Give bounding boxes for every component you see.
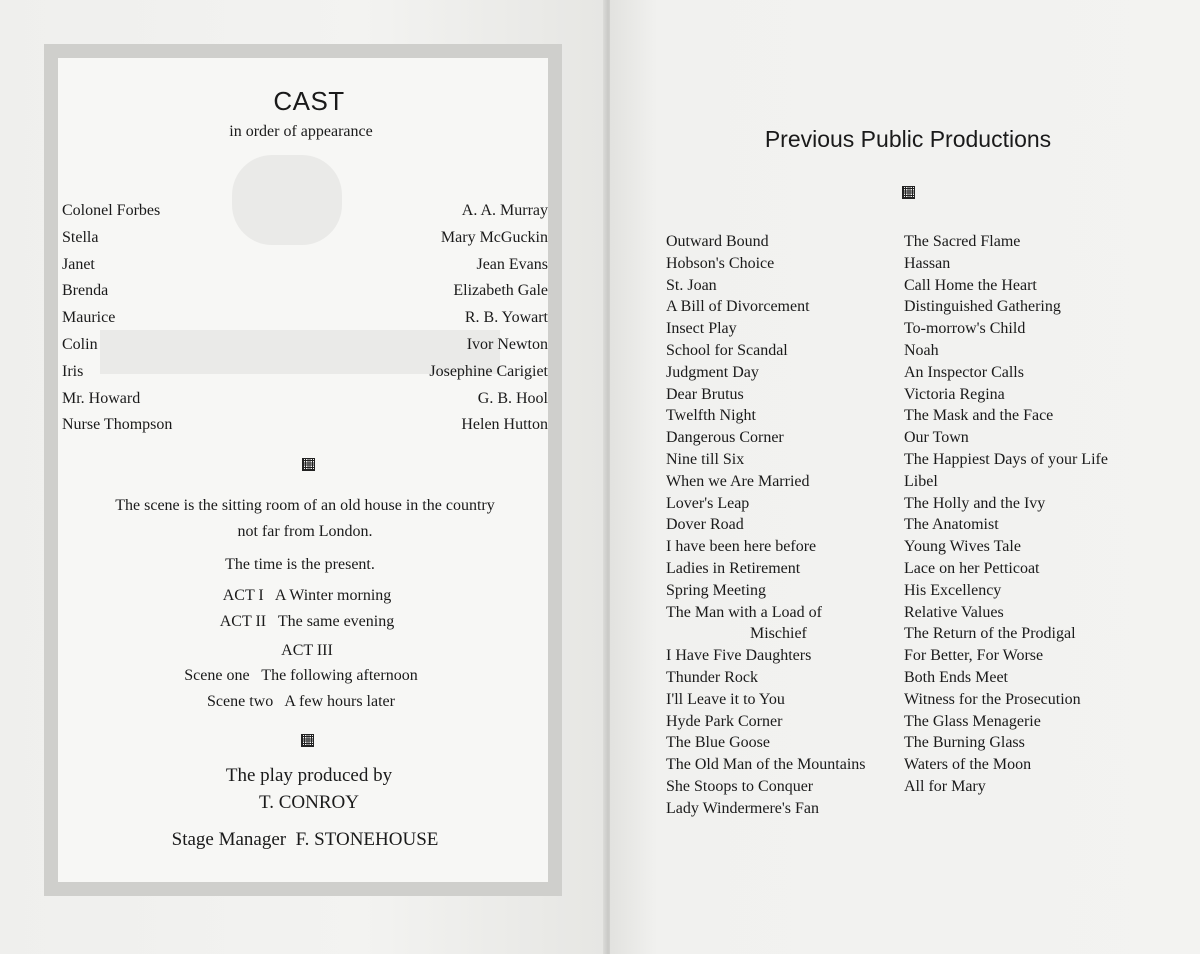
- production-item: The Happiest Days of your Life: [904, 450, 1108, 468]
- production-item: Both Ends Meet: [904, 668, 1008, 686]
- cast-role: Nurse Thompson: [62, 416, 173, 434]
- cast-row: [62, 278, 548, 305]
- production-item: The Burning Glass: [904, 734, 1025, 752]
- cast-role: Colin: [62, 335, 98, 353]
- ornament-icon: [301, 734, 314, 747]
- ornament-icon: [302, 458, 315, 471]
- production-item: The Anatomist: [904, 516, 999, 534]
- cast-actor: Helen Hutton: [461, 416, 548, 434]
- production-item: Insect Play: [666, 320, 737, 338]
- cast-row: [62, 359, 548, 386]
- cast-role: Iris: [62, 362, 84, 380]
- cast-row: [62, 198, 548, 225]
- production-item: His Excellency: [904, 581, 1002, 599]
- production-item: Dover Road: [666, 516, 744, 534]
- cast-role: Mr. Howard: [62, 389, 141, 407]
- productions-column-left: [666, 231, 902, 820]
- production-item: She Stoops to Conquer: [666, 777, 814, 795]
- production-item: Nine till Six: [666, 450, 745, 468]
- production-item: Relative Values: [904, 603, 1004, 621]
- production-item: The Old Man of the Mountains: [666, 756, 866, 774]
- productions-column-right: [904, 231, 1154, 798]
- cast-role: Maurice: [62, 309, 116, 327]
- act-line: Scene one The following afternoon: [184, 667, 418, 684]
- act-line: Scene two A few hours later: [207, 693, 395, 710]
- cast-actor: Mary McGuckin: [440, 228, 548, 246]
- cast-actor: A. A. Murray: [461, 202, 548, 219]
- cast-actor: Ivor Newton: [466, 335, 548, 353]
- production-item: Lace on her Petticoat: [904, 559, 1040, 577]
- production-item: Lover's Leap: [666, 494, 750, 512]
- production-item: For Better, For Worse: [904, 647, 1044, 665]
- cast-role: Stella: [62, 228, 99, 246]
- production-item: When we Are Married: [666, 472, 810, 490]
- production-item: Victoria Regina: [904, 385, 1005, 403]
- production-item: Spring Meeting: [666, 581, 766, 599]
- production-item: The Glass Menagerie: [904, 712, 1041, 730]
- cast-row: [62, 412, 548, 439]
- cast-actor: Elizabeth Gale: [453, 282, 548, 300]
- production-item: Judgment Day: [666, 363, 759, 381]
- production-item: Mischief: [750, 625, 807, 643]
- ornament-icon: [902, 186, 915, 199]
- cast-role: Janet: [62, 255, 95, 273]
- cast-list: [62, 198, 548, 439]
- production-item: I have been here before: [666, 538, 817, 556]
- cast-actor: G. B. Hool: [477, 389, 548, 407]
- production-item: Distinguished Gathering: [904, 298, 1061, 316]
- production-item: The Mask and the Face: [904, 407, 1054, 425]
- production-item: Noah: [904, 341, 939, 359]
- production-item: The Man with a Load of: [666, 603, 822, 621]
- stage-manager: Stage Manager F. STONEHOUSE: [171, 829, 439, 850]
- time-line: The time is the present.: [225, 556, 375, 573]
- acts-list: [62, 583, 552, 714]
- production-item: I'll Leave it to You: [666, 690, 785, 708]
- production-item: Libel: [904, 472, 938, 490]
- scene-line: The scene is the sitting room of an old house in the country: [115, 497, 495, 514]
- cast-subtitle: in order of appearance: [229, 123, 373, 140]
- scene-line: not far from London.: [237, 523, 373, 540]
- production-item: The Return of the Prodigal: [904, 625, 1076, 643]
- production-item: Young Wives Tale: [904, 538, 1021, 556]
- production-item: Call Home the Heart: [904, 276, 1037, 294]
- production-item: Witness for the Prosecution: [904, 690, 1081, 708]
- cast-role: Brenda: [62, 282, 109, 300]
- cast-actor: R. B. Yowart: [464, 309, 548, 327]
- producer-name: T. CONROY: [259, 792, 359, 813]
- production-item: An Inspector Calls: [904, 363, 1024, 381]
- act-line: ACT II The same evening: [219, 613, 395, 630]
- cast-row: [62, 225, 548, 252]
- production-item: Lady Windermere's Fan: [666, 799, 820, 817]
- production-item: Our Town: [904, 429, 969, 447]
- production-item: Hassan: [904, 254, 951, 272]
- production-item: A Bill of Divorcement: [666, 298, 810, 316]
- production-item: Twelfth Night: [666, 407, 756, 425]
- act-line: ACT I A Winter morning: [222, 587, 392, 604]
- production-item: All for Mary: [904, 777, 986, 795]
- cast-actor: Jean Evans: [476, 255, 548, 273]
- cast-row: [62, 386, 548, 413]
- production-item: Dangerous Corner: [666, 429, 784, 447]
- cast-row: [62, 305, 548, 332]
- production-item: Outward Bound: [666, 233, 769, 250]
- production-item: The Holly and the Ivy: [904, 494, 1046, 512]
- productions-title: Previous Public Productions: [764, 126, 1052, 152]
- scene-description: [62, 493, 548, 577]
- cast-title: CAST: [273, 86, 345, 116]
- production-item: I Have Five Daughters: [666, 647, 812, 665]
- cast-role: Colonel Forbes: [62, 202, 161, 219]
- production-item: School for Scandal: [666, 341, 788, 359]
- production-item: St. Joan: [666, 276, 717, 294]
- cast-row: [62, 252, 548, 279]
- production-item: To-morrow's Child: [904, 320, 1026, 338]
- production-item: Hobson's Choice: [666, 254, 775, 272]
- cast-row: [62, 332, 548, 359]
- production-item: Dear Brutus: [666, 385, 744, 403]
- production-item: Thunder Rock: [666, 668, 758, 686]
- act-line: ACT III: [281, 642, 333, 659]
- cast-actor: Josephine Carigiet: [429, 362, 548, 380]
- production-item: The Blue Goose: [666, 734, 770, 752]
- produced-by-label: The play produced by: [225, 765, 393, 786]
- production-item: Waters of the Moon: [904, 756, 1032, 774]
- production-item: Hyde Park Corner: [666, 712, 783, 730]
- production-item: Ladies in Retirement: [666, 559, 801, 577]
- production-item: The Sacred Flame: [904, 233, 1021, 250]
